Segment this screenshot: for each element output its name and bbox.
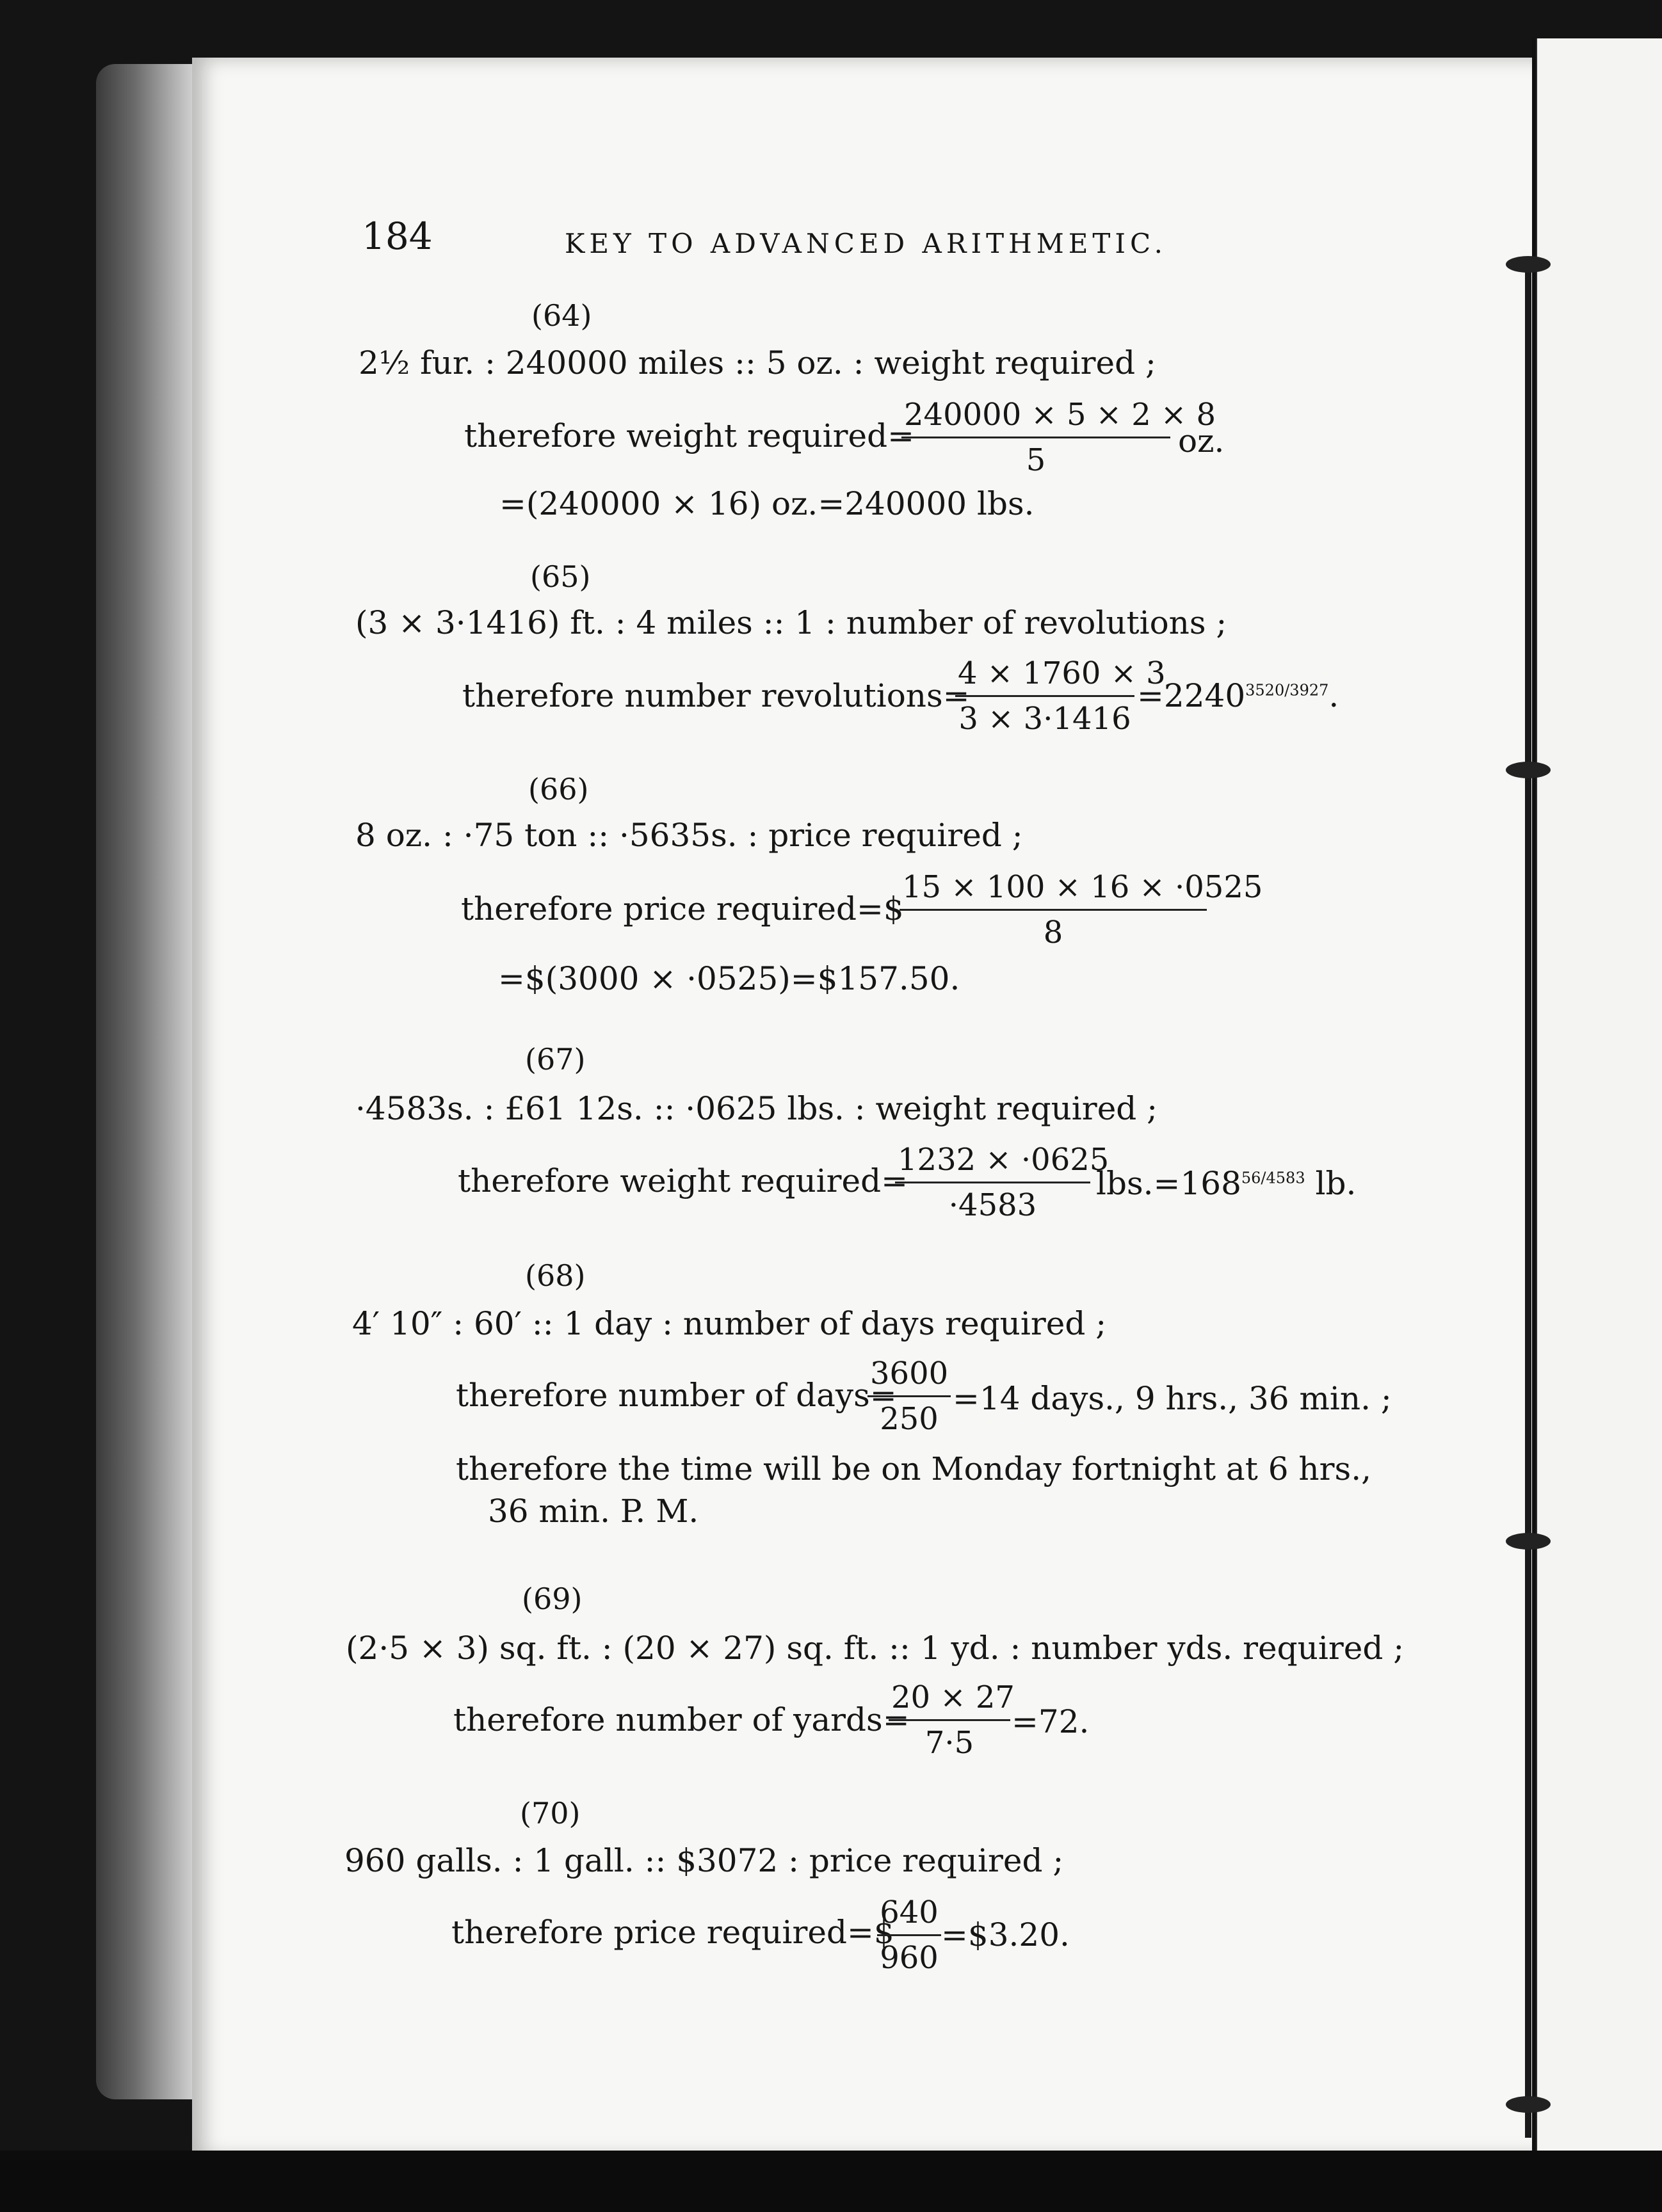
problem-number: (70) bbox=[520, 1796, 581, 1831]
fraction bbox=[955, 655, 1166, 737]
fraction bbox=[877, 1895, 941, 1976]
fraction bbox=[867, 1356, 951, 1437]
book-edge bbox=[96, 64, 205, 2099]
fraction bbox=[895, 1142, 1109, 1223]
problem-number: (64) bbox=[531, 298, 592, 333]
fraction-numerator: 240000 × 5 × 2 × 8 bbox=[901, 399, 1170, 438]
binding-knot bbox=[1506, 256, 1551, 273]
solution-lead: therefore number revolutions= bbox=[462, 677, 970, 714]
fraction-denominator: 960 bbox=[880, 1940, 939, 1976]
problem-statement: ·4583s. : £61 12s. :: ·0625 lbs. : weight required ; bbox=[355, 1090, 1158, 1127]
solution-result bbox=[1096, 1165, 1357, 1202]
problem-statement: 960 galls. : 1 gall. :: $3072 : price required ; bbox=[344, 1842, 1064, 1879]
result-end: . bbox=[1328, 677, 1339, 714]
fraction-numerator: 15 × 100 × 16 × ·0525 bbox=[900, 872, 1207, 911]
fraction bbox=[889, 1679, 1015, 1761]
problem-number: (65) bbox=[530, 559, 591, 594]
solution-lead: therefore number of yards= bbox=[453, 1701, 910, 1738]
page-number: 184 bbox=[362, 214, 433, 258]
result-end: lb. bbox=[1305, 1165, 1357, 1202]
fraction-denominator: 7·5 bbox=[924, 1725, 974, 1761]
fraction-denominator: ·4583 bbox=[948, 1187, 1037, 1223]
result-fraction: 56/4583 bbox=[1241, 1169, 1305, 1187]
problem-statement: 2½ fur. : 240000 miles :: 5 oz. : weight required ; bbox=[359, 344, 1156, 381]
binding-knot bbox=[1506, 762, 1551, 778]
solution-line: =(240000 × 16) oz.=240000 lbs. bbox=[499, 485, 1035, 522]
solution-unit: oz. bbox=[1178, 422, 1225, 460]
solution-lead: therefore weight required= bbox=[464, 417, 915, 454]
solution-lead: therefore price required=$ bbox=[461, 890, 904, 927]
result-whole: =2240 bbox=[1137, 677, 1246, 714]
problem-statement: (2·5 × 3) sq. ft. : (20 × 27) sq. ft. :: 1 yd. : number yds. required ; bbox=[346, 1630, 1405, 1667]
fraction-denominator: 250 bbox=[880, 1401, 939, 1437]
fraction-numerator: 1232 × ·0625 bbox=[895, 1144, 1090, 1183]
fraction-numerator: 640 bbox=[877, 1897, 941, 1936]
problem-number: (68) bbox=[525, 1258, 586, 1293]
solution-lead: therefore weight required= bbox=[458, 1162, 908, 1199]
solution-result: =72. bbox=[1012, 1703, 1090, 1740]
problem-statement: 4′ 10″ : 60′ :: 1 day : number of days required ; bbox=[352, 1305, 1107, 1342]
solution-lead: therefore price required=$ bbox=[451, 1914, 894, 1951]
fraction-denominator: 5 bbox=[1026, 442, 1046, 478]
solution-result bbox=[1137, 677, 1339, 714]
facing-page-strip bbox=[1533, 38, 1662, 2212]
fraction bbox=[900, 869, 1263, 950]
problem-statement: (3 × 3·1416) ft. : 4 miles :: 1 : number of revolutions ; bbox=[355, 604, 1227, 641]
problem-number: (66) bbox=[528, 772, 589, 806]
fraction-numerator: 3600 bbox=[867, 1358, 951, 1397]
result-whole: lbs.=168 bbox=[1096, 1165, 1241, 1202]
problem-statement: 8 oz. : ·75 ton :: ·5635s. : price required ; bbox=[355, 817, 1023, 854]
fraction-numerator: 4 × 1760 × 3 bbox=[955, 658, 1134, 697]
solution-lead: therefore number of days= bbox=[456, 1377, 897, 1414]
problem-number: (67) bbox=[525, 1042, 586, 1077]
solution-line: 36 min. P. M. bbox=[488, 1493, 699, 1530]
solution-result: =$3.20. bbox=[941, 1916, 1070, 1953]
result-fraction: 3520/3927 bbox=[1245, 681, 1329, 700]
fraction-numerator: 20 × 27 bbox=[889, 1682, 1010, 1721]
binding-knot bbox=[1506, 2096, 1551, 2113]
fraction-denominator: 8 bbox=[1043, 915, 1063, 950]
running-title: KEY TO ADVANCED ARITHMETIC. bbox=[565, 228, 1168, 259]
fraction-denominator: 3 × 3·1416 bbox=[958, 701, 1131, 737]
solution-result: =14 days., 9 hrs., 36 min. ; bbox=[953, 1380, 1392, 1417]
solution-line: therefore the time will be on Monday fortnight at 6 hrs., bbox=[456, 1450, 1371, 1487]
problem-number: (69) bbox=[522, 1582, 583, 1616]
scan-border bbox=[0, 2151, 1662, 2212]
binding-thread bbox=[1525, 269, 1531, 2138]
binding-knot bbox=[1506, 1533, 1551, 1550]
solution-line: =$(3000 × ·0525)=$157.50. bbox=[498, 960, 960, 997]
